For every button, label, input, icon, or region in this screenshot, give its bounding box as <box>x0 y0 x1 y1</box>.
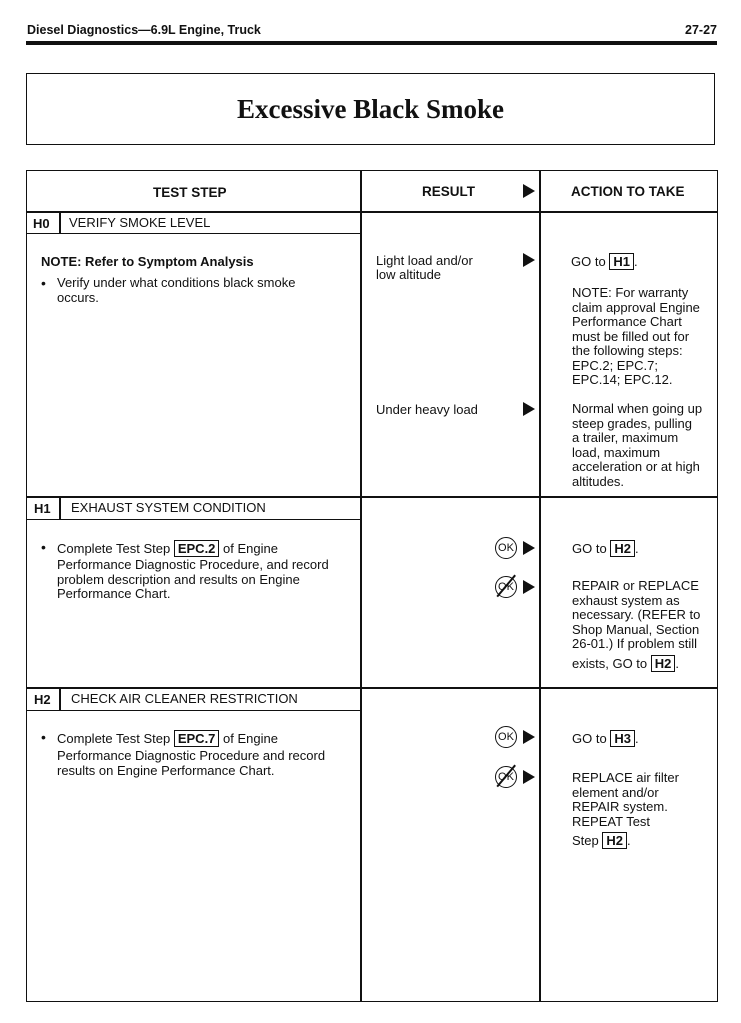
arrow-right-icon <box>523 184 535 198</box>
col-header-result: RESULT <box>422 184 475 199</box>
h0-action1 <box>571 253 638 270</box>
step-title-h1: EXHAUST SYSTEM CONDITION <box>71 500 266 515</box>
action-line: Normal when going up <box>572 401 703 416</box>
action-line-last <box>572 832 679 849</box>
of-engine-text: of Engine <box>223 541 278 556</box>
period: . <box>675 655 680 671</box>
h1-bullet-rest <box>57 558 329 602</box>
page-title: Excessive Black Smoke <box>237 93 504 124</box>
step-id-h0: H0 <box>33 216 50 231</box>
col-header-test-step: TEST STEP <box>153 185 227 200</box>
h0-action1-note <box>572 286 700 388</box>
ok-icon: OK <box>495 726 517 748</box>
period: . <box>633 254 638 269</box>
arrow-right-icon <box>523 730 535 744</box>
arrow-right-icon <box>523 253 535 267</box>
step-ref-h3[interactable]: H3 <box>610 730 635 747</box>
h2-action-ok <box>572 730 639 747</box>
action-line: REPAIR or REPLACE <box>572 578 699 593</box>
h2-bullet-rest <box>57 749 325 778</box>
action-line: Shop Manual, Section <box>572 621 700 637</box>
h0-note: NOTE: Refer to Symptom Analysis <box>41 254 254 269</box>
note-line: must be filled out for <box>572 328 690 344</box>
step-id-h1: H1 <box>34 501 51 516</box>
ok-icon: OK <box>495 537 517 559</box>
action-line: 26-01.) If problem still <box>572 636 697 651</box>
period: . <box>634 731 639 746</box>
action-line: REPAIR system. <box>572 799 668 814</box>
h2-action-not-ok <box>572 771 679 849</box>
h0-action2 <box>572 402 702 489</box>
note-line: the following steps: <box>572 343 683 358</box>
header-rule <box>26 41 717 45</box>
bullet-line: problem description and results on Engine <box>57 571 300 587</box>
step-ref-epc7[interactable]: EPC.7 <box>174 730 220 747</box>
go-to-text: GO to <box>572 731 607 746</box>
action-line: a trailer, maximum <box>572 430 679 445</box>
step-ref-h2[interactable]: H2 <box>610 540 635 557</box>
step-id-divider-h2 <box>59 687 61 711</box>
action-line: acceleration or at high <box>572 459 700 474</box>
arrow-right-icon <box>523 580 535 594</box>
arrow-right-icon <box>523 402 535 416</box>
step-ref-h1[interactable]: H1 <box>609 253 634 270</box>
action-line: altitudes. <box>572 473 625 489</box>
go-to-text: GO to <box>572 541 607 556</box>
bullet-line: Performance Diagnostic Procedure, and record <box>57 557 329 572</box>
note-line: EPC.2; EPC.7; <box>572 357 658 373</box>
step-id-divider-h0 <box>59 211 61 234</box>
action-line-last <box>572 655 700 672</box>
step-ref-h2[interactable]: H2 <box>602 832 627 849</box>
step-text: Step <box>572 833 599 848</box>
step-ref-h2[interactable]: H2 <box>651 655 676 672</box>
col-header-action: ACTION TO TAKE <box>571 184 685 199</box>
not-ok-icon <box>495 766 517 788</box>
h1-bullet <box>57 540 278 557</box>
period: . <box>634 541 639 556</box>
h0-bullet-line1: • Verify under what conditions black smoke <box>57 276 295 291</box>
action-line: steep grades, pulling <box>572 415 692 431</box>
note-line: NOTE: For warranty <box>572 285 689 300</box>
action-line: exhaust system as <box>572 592 680 608</box>
step-ref-epc2[interactable]: EPC.2 <box>174 540 220 557</box>
go-to-text: GO to <box>571 254 606 269</box>
step-title-h2: CHECK AIR CLEANER RESTRICTION <box>71 691 298 706</box>
note-line: Performance Chart <box>572 314 682 329</box>
bullet-line: Performance Chart. <box>57 586 171 601</box>
period: . <box>627 833 631 848</box>
page-number: 27-27 <box>685 23 717 37</box>
h1-action-not-ok <box>572 579 700 672</box>
complete-text: Complete Test Step <box>57 541 171 556</box>
note-line: claim approval Engine <box>572 299 700 315</box>
step-id-h2: H2 <box>34 692 51 707</box>
action-line: element and/or <box>572 784 659 800</box>
action-line: REPEAT Test <box>572 813 651 829</box>
not-ok-icon <box>495 576 517 598</box>
page-header-title: Diesel Diagnostics—6.9L Engine, Truck <box>27 23 261 37</box>
h0-result2: Under heavy load <box>376 402 478 417</box>
bullet-line: results on Engine Performance Chart. <box>57 762 275 778</box>
h2-bullet <box>57 730 278 747</box>
h0-result1-line2: low altitude <box>376 267 442 282</box>
action-line: necessary. (REFER to <box>572 607 701 622</box>
of-engine-text: of Engine <box>223 731 278 746</box>
step-id-divider-h1 <box>59 496 61 520</box>
action-line: REPLACE air filter <box>572 770 679 785</box>
col-divider-1 <box>360 170 362 1002</box>
step-title-h0: VERIFY SMOKE LEVEL <box>69 215 211 230</box>
arrow-right-icon <box>523 770 535 784</box>
not-ok-circle: OK <box>495 576 517 598</box>
h0-result1-line1: Light load and/or <box>376 253 473 268</box>
h1-action-ok <box>572 540 639 557</box>
exists-text: exists, GO to <box>572 655 648 671</box>
complete-text: Complete Test Step <box>57 731 171 746</box>
title-box <box>26 73 715 145</box>
action-line: load, maximum <box>572 444 661 460</box>
not-ok-circle: OK <box>495 766 517 788</box>
bullet-line: Performance Diagnostic Procedure and record <box>57 748 326 763</box>
col-divider-2 <box>539 170 541 1002</box>
h0-bullet-line2: occurs. <box>57 290 99 305</box>
note-line: EPC.14; EPC.12. <box>572 372 673 387</box>
arrow-right-icon <box>523 541 535 555</box>
